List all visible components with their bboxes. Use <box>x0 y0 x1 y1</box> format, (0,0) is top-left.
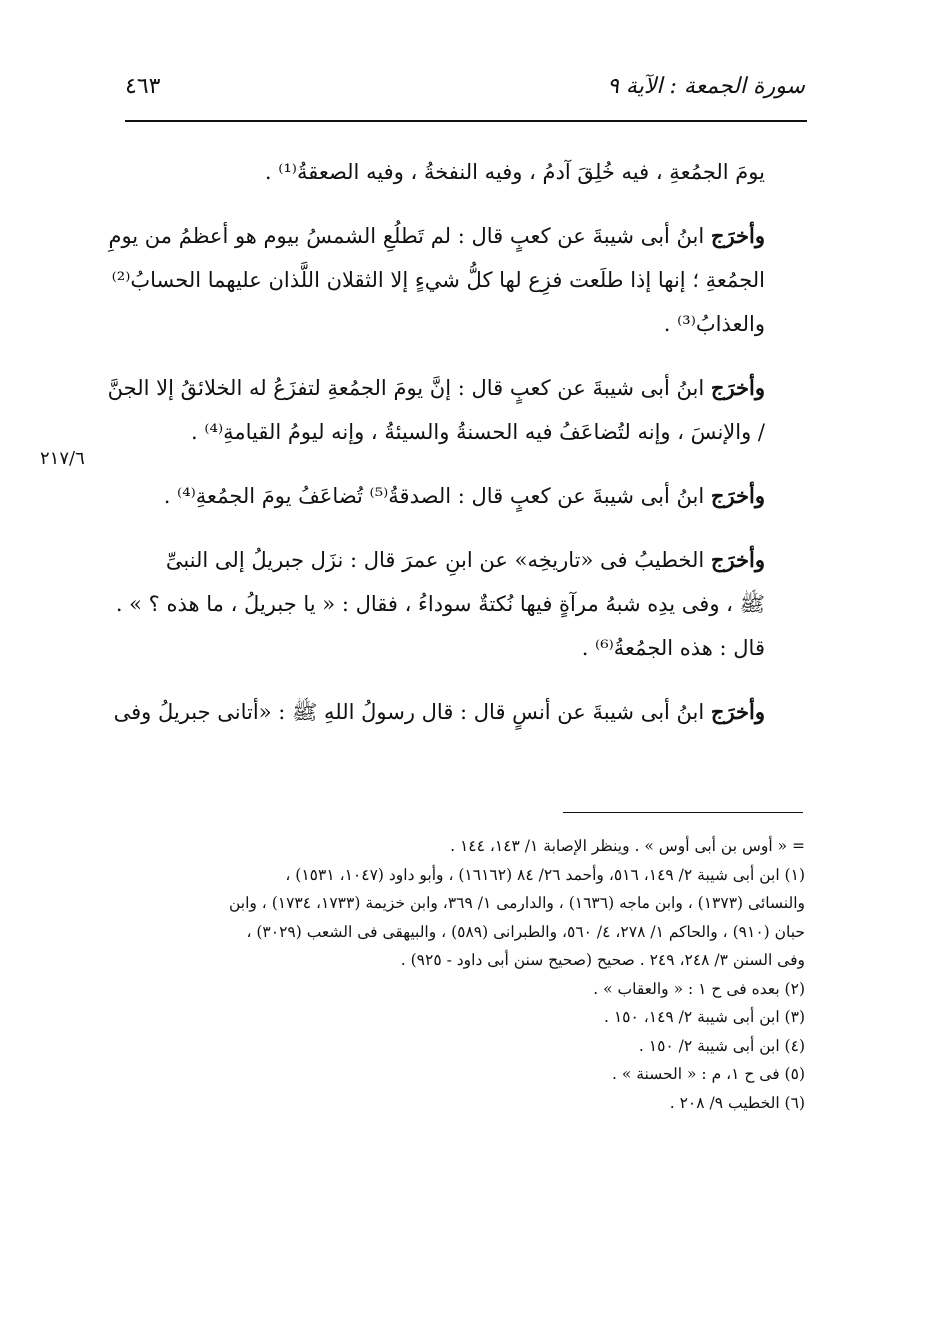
paragraph <box>100 214 765 346</box>
text-line <box>100 474 765 518</box>
text-run: ابنُ أبى شيبةَ عن كعبٍ قال : لم تَطلُعِ الشمسُ بيوم هو أعظمُ من يومِ <box>108 224 711 248</box>
text-line: / والإنسَ ، وإنه لتُضاعَفُ فيه الحسنةُ والسيئةُ ، وإنه ليومُ القيامةِ⁽⁴⁾ . <box>191 420 765 444</box>
text-line: ﷺ ، وفى يدِه شبهُ مرآةٍ فيها نُكتةٌ سوداءُ ، فقال : « يا جبريلُ ، ما هذه ؟ » . <box>115 592 765 616</box>
paragraph-lead: وأخرَج <box>710 547 765 572</box>
paragraph <box>100 538 765 670</box>
footnote: وفى السنن ٣/ ٢٤٨، ٢٤٩ . صحيح (صحيح سنن أبى داود - ٩٢٥) . <box>400 951 805 969</box>
header-rule <box>125 120 807 122</box>
text-run: الخطيبُ فى «تاريخِه» عن ابنِ عمرَ قال : نزَل جبريلُ إلى النبىِّ <box>165 548 711 572</box>
text-line: قال : هذه الجمُعةُ⁽⁶⁾ . <box>581 636 765 660</box>
paragraph-lead: وأخرَج <box>710 223 765 248</box>
text-run: ابنُ أبى شيبةَ عن أنسٍ قال : قال رسولُ اللهِ ﷺ : «أتانى جبريلُ وفى <box>113 700 711 724</box>
footnote: (١) ابن أبى شيبة ٢/ ١٤٩، ٥١٦، وأحمد ٢٦/ ٨٤ (١٦١٦٢) ، وأبو داود (١٠٤٧، ١٥٣١) ، <box>285 865 805 884</box>
paragraph <box>100 690 765 734</box>
paragraph <box>100 366 765 454</box>
text-line <box>100 690 765 734</box>
footnote: (٦) الخطيب ٩/ ٢٠٨ . <box>669 1093 805 1112</box>
page-header <box>125 74 805 114</box>
footnote-rule <box>563 812 803 813</box>
paragraph-lead: وأخرَج <box>710 375 765 400</box>
margin-reference: ٢١٧/٦ <box>40 448 85 469</box>
footnote: (٢) بعده فى ح ١ : « والعقاب » . <box>593 979 805 998</box>
paragraph-lead: وأخرَج <box>710 483 765 508</box>
paragraph <box>100 150 765 194</box>
footnote: والنسائى (١٣٧٣) ، وابن ماجه (١٦٣٦) ، والدارمى ١/ ٣٦٩، وابن خزيمة (١٧٣٣، ١٧٣٤) ، وابن <box>228 894 805 912</box>
text-line: الجمُعةِ ؛ إنها إذا طلَعت فزِع لها كلُّ شيءٍ إلا الثقلان اللَّذان عليهما الحسابُ⁽²⁾ <box>111 268 765 292</box>
main-text <box>100 150 765 754</box>
text-run: ابنُ أبى شيبةَ عن كعبٍ قال : الصدقةُ⁽⁵⁾ تُضاعَفُ يومَ الجمُعةِ⁽⁴⁾ . <box>163 484 711 508</box>
footnote: (٣) ابن أبى شيبة ٢/ ١٤٩، ١٥٠ . <box>603 1008 805 1026</box>
footnotes <box>125 832 805 1117</box>
text-run: ابنُ أبى شيبةَ عن كعبٍ قال : إنَّ يومَ الجمُعةِ لتفزَعُ له الخلائقُ إلا الجنَّ <box>107 376 711 400</box>
paragraph-lead: وأخرَج <box>710 699 765 724</box>
footnote: = « أوس بن أبى أوس » . وينظر الإصابة ١/ ١٤٣، ١٤٤ . <box>450 837 805 855</box>
footnote: (٥) فى ح ١، م : « الحسنة » . <box>611 1065 805 1083</box>
running-title: سورة الجمعة : الآية ٩ <box>607 74 805 99</box>
text-line: والعذابُ⁽³⁾ . <box>663 312 765 336</box>
text-line <box>100 366 765 410</box>
text-line <box>100 538 765 582</box>
footnote: (٤) ابن أبى شيبة ٢/ ١٥٠ . <box>638 1036 805 1055</box>
text-line: يومَ الجمُعةِ ، فيه خُلِقَ آدمُ ، وفيه النفخةُ ، وفيه الصعقةُ⁽¹⁾ . <box>264 160 765 184</box>
page-number: ٤٦٣ <box>125 74 161 99</box>
footnote: حبان (٩١٠) ، والحاكم ١/ ٢٧٨، ٤/ ٥٦٠، والطبرانى (٥٨٩) ، والبيهقى فى الشعب (٣٠٢٩) ، <box>246 922 805 941</box>
text-line <box>100 214 765 258</box>
paragraph <box>100 474 765 518</box>
